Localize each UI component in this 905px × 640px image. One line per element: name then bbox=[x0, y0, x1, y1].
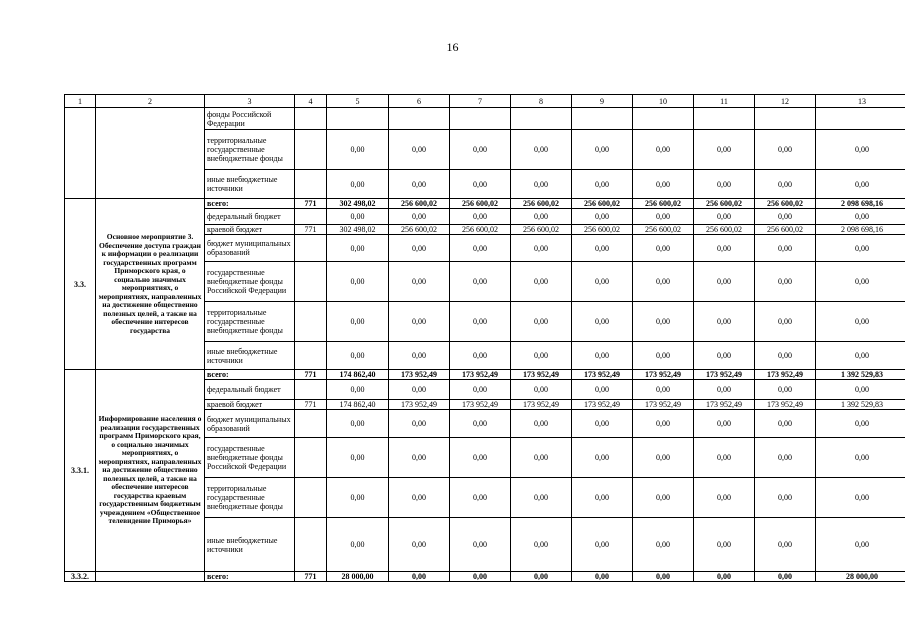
amount-cell: 0,00 bbox=[816, 478, 905, 518]
amount-cell: 0,00 bbox=[450, 302, 511, 342]
amount-cell: 0,00 bbox=[572, 478, 633, 518]
amount-cell: 0,00 bbox=[572, 209, 633, 225]
amount-cell: 0,00 bbox=[694, 130, 755, 170]
funding-source: фонды Российской Федерации bbox=[205, 108, 295, 130]
amount-cell: 0,00 bbox=[755, 478, 816, 518]
amount-cell: 0,00 bbox=[511, 478, 572, 518]
funding-source: территориальные государственные внебюджетные фонды bbox=[205, 302, 295, 342]
amount-cell: 0,00 bbox=[511, 235, 572, 262]
amount-cell bbox=[633, 108, 694, 130]
item-name: Информирование населения о реализации государственных программ Приморского края, о социально значимых мероприятиях, о мероприятиях, направленных на достижение общественно полезных целей, а также на обеспечение интересов государства краевым государственным бюджетным учреждением «Общественное телевидение Приморья» bbox=[96, 370, 205, 572]
amount-cell: 173 952,49 bbox=[450, 400, 511, 410]
amount-cell bbox=[694, 108, 755, 130]
funding-source: краевой бюджет bbox=[205, 225, 295, 235]
amount-cell: 0,00 bbox=[755, 130, 816, 170]
amount-cell: 173 952,49 bbox=[389, 370, 450, 380]
amount-cell: 1 392 529,83 bbox=[816, 400, 905, 410]
amount-cell: 173 952,49 bbox=[450, 370, 511, 380]
amount-cell: 0,00 bbox=[694, 410, 755, 438]
amount-cell: 0,00 bbox=[816, 380, 905, 400]
amount-cell: 0,00 bbox=[816, 130, 905, 170]
amount-cell: 0,00 bbox=[572, 380, 633, 400]
amount-cell: 256 600,02 bbox=[389, 225, 450, 235]
funding-source: бюджет муниципальных образований bbox=[205, 235, 295, 262]
budget-code bbox=[295, 438, 327, 478]
amount-cell: 0,00 bbox=[327, 342, 389, 370]
amount-cell: 174 862,40 bbox=[327, 400, 389, 410]
column-header: 13 bbox=[816, 95, 905, 108]
amount-cell: 0,00 bbox=[755, 410, 816, 438]
funding-source: территориальные государственные внебюджетные фонды bbox=[205, 478, 295, 518]
amount-cell: 2 098 698,16 bbox=[816, 199, 905, 209]
amount-cell: 173 952,49 bbox=[511, 400, 572, 410]
amount-cell: 0,00 bbox=[389, 209, 450, 225]
item-name: Основное мероприятие 3. Обеспечение доступа граждан к информации о реализации государственных программ Приморского края, о социально значимых мероприятиях, о мероприятиях, направленных на достижение общественно полезных целей, а также на обеспечение интересов государства bbox=[96, 199, 205, 370]
amount-cell: 0,00 bbox=[389, 518, 450, 572]
amount-cell: 0,00 bbox=[694, 478, 755, 518]
item-number: 3.3. bbox=[65, 199, 96, 370]
amount-cell bbox=[572, 108, 633, 130]
item-number: 3.3.1. bbox=[65, 370, 96, 572]
amount-cell: 1 392 529,83 bbox=[816, 370, 905, 380]
item-name-empty bbox=[96, 572, 205, 582]
amount-cell: 2 098 698,16 bbox=[816, 225, 905, 235]
amount-cell: 0,00 bbox=[572, 262, 633, 302]
amount-cell: 0,00 bbox=[755, 262, 816, 302]
amount-cell: 0,00 bbox=[816, 235, 905, 262]
amount-cell: 0,00 bbox=[511, 262, 572, 302]
column-header: 7 bbox=[450, 95, 511, 108]
table-row bbox=[65, 199, 905, 209]
amount-cell: 0,00 bbox=[389, 438, 450, 478]
amount-cell: 0,00 bbox=[327, 380, 389, 400]
amount-cell: 0,00 bbox=[755, 302, 816, 342]
amount-cell: 0,00 bbox=[389, 572, 450, 582]
amount-cell: 0,00 bbox=[450, 572, 511, 582]
amount-cell: 173 952,49 bbox=[511, 370, 572, 380]
budget-code bbox=[295, 410, 327, 438]
column-header: 9 bbox=[572, 95, 633, 108]
amount-cell bbox=[450, 108, 511, 130]
amount-cell: 173 952,49 bbox=[694, 400, 755, 410]
budget-code bbox=[295, 342, 327, 370]
amount-cell: 0,00 bbox=[327, 170, 389, 199]
budget-code: 771 bbox=[295, 199, 327, 209]
amount-cell: 256 600,02 bbox=[511, 225, 572, 235]
amount-cell: 0,00 bbox=[755, 572, 816, 582]
amount-cell: 0,00 bbox=[694, 209, 755, 225]
funding-source: иные внебюджетные источники bbox=[205, 342, 295, 370]
amount-cell: 173 952,49 bbox=[572, 370, 633, 380]
amount-cell: 0,00 bbox=[572, 302, 633, 342]
amount-cell: 0,00 bbox=[633, 262, 694, 302]
budget-code bbox=[295, 130, 327, 170]
amount-cell: 0,00 bbox=[389, 380, 450, 400]
amount-cell: 0,00 bbox=[572, 342, 633, 370]
funding-source: государственные внебюджетные фонды Российской Федерации bbox=[205, 262, 295, 302]
amount-cell: 0,00 bbox=[816, 410, 905, 438]
budget-code bbox=[295, 170, 327, 199]
amount-cell: 0,00 bbox=[327, 130, 389, 170]
amount-cell: 0,00 bbox=[450, 478, 511, 518]
amount-cell: 0,00 bbox=[755, 209, 816, 225]
amount-cell: 0,00 bbox=[633, 302, 694, 342]
funding-source: иные внебюджетные источники bbox=[205, 518, 295, 572]
amount-cell: 302 498,02 bbox=[327, 199, 389, 209]
table-row bbox=[65, 370, 905, 380]
item-number: 3.3.2. bbox=[65, 572, 96, 582]
amount-cell: 0,00 bbox=[450, 262, 511, 302]
funding-source: бюджет муниципальных образований bbox=[205, 410, 295, 438]
funding-source: федеральный бюджет bbox=[205, 209, 295, 225]
amount-cell: 0,00 bbox=[755, 380, 816, 400]
amount-cell: 0,00 bbox=[327, 478, 389, 518]
amount-cell bbox=[327, 108, 389, 130]
amount-cell: 0,00 bbox=[633, 478, 694, 518]
amount-cell bbox=[389, 108, 450, 130]
amount-cell: 0,00 bbox=[572, 518, 633, 572]
amount-cell: 302 498,02 bbox=[327, 225, 389, 235]
amount-cell: 0,00 bbox=[389, 302, 450, 342]
column-header: 8 bbox=[511, 95, 572, 108]
funding-source: всего: bbox=[205, 199, 295, 209]
amount-cell bbox=[816, 108, 905, 130]
column-header: 6 bbox=[389, 95, 450, 108]
budget-code bbox=[295, 235, 327, 262]
funding-source: всего: bbox=[205, 370, 295, 380]
amount-cell: 0,00 bbox=[572, 410, 633, 438]
amount-cell: 0,00 bbox=[633, 130, 694, 170]
funding-source: государственные внебюджетные фонды Российской Федерации bbox=[205, 438, 295, 478]
amount-cell: 256 600,02 bbox=[389, 199, 450, 209]
amount-cell: 0,00 bbox=[816, 438, 905, 478]
amount-cell: 173 952,49 bbox=[633, 370, 694, 380]
amount-cell: 0,00 bbox=[694, 170, 755, 199]
amount-cell: 256 600,02 bbox=[572, 199, 633, 209]
amount-cell: 0,00 bbox=[389, 262, 450, 302]
amount-cell: 0,00 bbox=[450, 380, 511, 400]
amount-cell: 0,00 bbox=[511, 130, 572, 170]
amount-cell: 0,00 bbox=[572, 572, 633, 582]
budget-code bbox=[295, 302, 327, 342]
amount-cell bbox=[511, 108, 572, 130]
amount-cell: 0,00 bbox=[450, 170, 511, 199]
amount-cell: 0,00 bbox=[327, 235, 389, 262]
amount-cell: 0,00 bbox=[511, 342, 572, 370]
amount-cell: 0,00 bbox=[450, 209, 511, 225]
funding-source: территориальные государственные внебюджетные фонды bbox=[205, 130, 295, 170]
amount-cell: 0,00 bbox=[633, 572, 694, 582]
amount-cell: 256 600,02 bbox=[450, 199, 511, 209]
amount-cell: 0,00 bbox=[389, 235, 450, 262]
amount-cell: 173 952,49 bbox=[572, 400, 633, 410]
amount-cell: 0,00 bbox=[572, 170, 633, 199]
amount-cell: 0,00 bbox=[633, 235, 694, 262]
amount-cell: 0,00 bbox=[572, 235, 633, 262]
column-header: 12 bbox=[755, 95, 816, 108]
amount-cell: 0,00 bbox=[389, 342, 450, 370]
amount-cell: 0,00 bbox=[450, 342, 511, 370]
budget-table bbox=[64, 94, 905, 582]
amount-cell: 0,00 bbox=[327, 262, 389, 302]
amount-cell: 28 000,00 bbox=[816, 572, 905, 582]
budget-code bbox=[295, 209, 327, 225]
amount-cell: 0,00 bbox=[694, 380, 755, 400]
amount-cell: 28 000,00 bbox=[327, 572, 389, 582]
budget-code bbox=[295, 380, 327, 400]
amount-cell: 0,00 bbox=[327, 209, 389, 225]
header-row bbox=[65, 95, 905, 108]
amount-cell: 0,00 bbox=[327, 410, 389, 438]
amount-cell: 0,00 bbox=[450, 130, 511, 170]
column-header: 5 bbox=[327, 95, 389, 108]
amount-cell: 256 600,02 bbox=[572, 225, 633, 235]
amount-cell: 173 952,49 bbox=[694, 370, 755, 380]
amount-cell: 0,00 bbox=[633, 410, 694, 438]
amount-cell: 0,00 bbox=[694, 438, 755, 478]
amount-cell: 173 952,49 bbox=[755, 400, 816, 410]
amount-cell: 0,00 bbox=[389, 130, 450, 170]
amount-cell: 0,00 bbox=[755, 518, 816, 572]
budget-code: 771 bbox=[295, 572, 327, 582]
amount-cell: 0,00 bbox=[633, 170, 694, 199]
amount-cell: 256 600,02 bbox=[633, 199, 694, 209]
amount-cell: 0,00 bbox=[511, 170, 572, 199]
funding-source: иные внебюджетные источники bbox=[205, 170, 295, 199]
amount-cell: 0,00 bbox=[572, 130, 633, 170]
column-header: 3 bbox=[205, 95, 295, 108]
column-header: 10 bbox=[633, 95, 694, 108]
item-name-empty bbox=[96, 108, 205, 199]
amount-cell: 0,00 bbox=[816, 518, 905, 572]
amount-cell: 0,00 bbox=[755, 235, 816, 262]
amount-cell: 0,00 bbox=[511, 209, 572, 225]
amount-cell: 0,00 bbox=[327, 302, 389, 342]
amount-cell: 0,00 bbox=[450, 410, 511, 438]
amount-cell: 0,00 bbox=[633, 518, 694, 572]
column-header: 11 bbox=[694, 95, 755, 108]
table-row bbox=[65, 108, 905, 130]
budget-code bbox=[295, 262, 327, 302]
budget-code: 771 bbox=[295, 225, 327, 235]
amount-cell: 0,00 bbox=[694, 572, 755, 582]
column-header: 1 bbox=[65, 95, 96, 108]
amount-cell: 0,00 bbox=[694, 302, 755, 342]
amount-cell: 0,00 bbox=[633, 438, 694, 478]
amount-cell: 0,00 bbox=[511, 572, 572, 582]
amount-cell: 0,00 bbox=[572, 438, 633, 478]
amount-cell: 256 600,02 bbox=[694, 199, 755, 209]
amount-cell: 0,00 bbox=[511, 438, 572, 478]
amount-cell: 0,00 bbox=[389, 478, 450, 518]
amount-cell: 0,00 bbox=[755, 342, 816, 370]
funding-source: краевой бюджет bbox=[205, 400, 295, 410]
amount-cell: 173 952,49 bbox=[633, 400, 694, 410]
amount-cell: 0,00 bbox=[327, 438, 389, 478]
amount-cell: 0,00 bbox=[389, 410, 450, 438]
column-header: 4 bbox=[295, 95, 327, 108]
table-row bbox=[65, 572, 905, 582]
budget-code: 771 bbox=[295, 400, 327, 410]
amount-cell: 0,00 bbox=[816, 170, 905, 199]
amount-cell: 174 862,40 bbox=[327, 370, 389, 380]
amount-cell: 0,00 bbox=[511, 410, 572, 438]
amount-cell: 0,00 bbox=[450, 518, 511, 572]
amount-cell: 0,00 bbox=[694, 235, 755, 262]
amount-cell: 0,00 bbox=[694, 342, 755, 370]
amount-cell: 0,00 bbox=[816, 262, 905, 302]
amount-cell: 0,00 bbox=[633, 209, 694, 225]
amount-cell: 256 600,02 bbox=[633, 225, 694, 235]
item-number-empty bbox=[65, 108, 96, 199]
amount-cell: 256 600,02 bbox=[755, 225, 816, 235]
amount-cell: 0,00 bbox=[816, 302, 905, 342]
funding-source: федеральный бюджет bbox=[205, 380, 295, 400]
budget-code: 771 bbox=[295, 370, 327, 380]
amount-cell: 0,00 bbox=[327, 518, 389, 572]
amount-cell: 0,00 bbox=[450, 235, 511, 262]
budget-code bbox=[295, 478, 327, 518]
amount-cell: 0,00 bbox=[694, 262, 755, 302]
column-header: 2 bbox=[96, 95, 205, 108]
amount-cell: 0,00 bbox=[633, 342, 694, 370]
amount-cell: 0,00 bbox=[755, 170, 816, 199]
amount-cell: 256 600,02 bbox=[694, 225, 755, 235]
budget-code bbox=[295, 108, 327, 130]
amount-cell: 173 952,49 bbox=[389, 400, 450, 410]
amount-cell: 0,00 bbox=[511, 302, 572, 342]
page-number: 16 bbox=[446, 40, 459, 54]
amount-cell: 256 600,02 bbox=[511, 199, 572, 209]
amount-cell: 0,00 bbox=[694, 518, 755, 572]
amount-cell: 0,00 bbox=[450, 438, 511, 478]
amount-cell: 0,00 bbox=[816, 342, 905, 370]
amount-cell: 256 600,02 bbox=[450, 225, 511, 235]
amount-cell: 0,00 bbox=[755, 438, 816, 478]
budget-code bbox=[295, 518, 327, 572]
amount-cell: 0,00 bbox=[816, 209, 905, 225]
amount-cell: 173 952,49 bbox=[755, 370, 816, 380]
amount-cell: 0,00 bbox=[389, 170, 450, 199]
amount-cell: 0,00 bbox=[511, 518, 572, 572]
amount-cell bbox=[755, 108, 816, 130]
funding-source: всего: bbox=[205, 572, 295, 582]
amount-cell: 256 600,02 bbox=[755, 199, 816, 209]
amount-cell: 0,00 bbox=[511, 380, 572, 400]
amount-cell: 0,00 bbox=[633, 380, 694, 400]
